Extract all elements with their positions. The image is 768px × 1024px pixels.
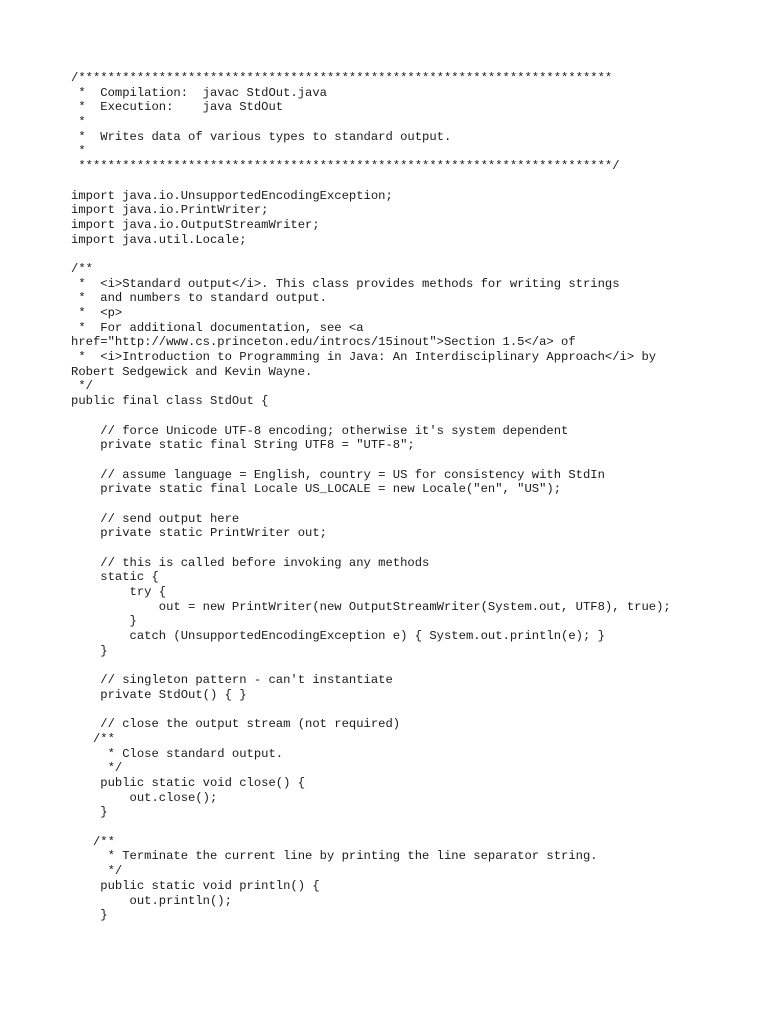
code-line: * For additional documentation, see <a — [71, 320, 364, 335]
code-line — [71, 247, 761, 262]
code-line: /** — [71, 731, 115, 746]
code-line: /** — [71, 834, 115, 849]
code-line: * Writes data of various types to standard output. — [71, 129, 452, 144]
code-line: out.close(); — [71, 790, 218, 805]
code-line: import java.io.PrintWriter; — [71, 203, 269, 218]
code-line: // assume language = English, country = US for consistency with StdIn — [71, 467, 605, 482]
code-line: * Close standard output. — [71, 746, 284, 761]
code-line: private static PrintWriter out; — [71, 526, 327, 541]
code-line — [71, 497, 761, 512]
code-line: */ — [71, 379, 93, 394]
code-line: *************************************************************************/ — [71, 159, 620, 174]
code-line: * and numbers to standard output. — [71, 291, 327, 306]
code-line: * — [71, 144, 86, 159]
code-line: try { — [71, 585, 167, 600]
code-line: * Compilation: javac StdOut.java — [71, 85, 327, 100]
code-line: import java.io.OutputStreamWriter; — [71, 217, 320, 232]
code-line — [71, 659, 761, 674]
code-line — [71, 174, 761, 189]
code-line: private static final String UTF8 = "UTF-8"; — [71, 438, 415, 453]
code-line: // this is called before invoking any methods — [71, 555, 430, 570]
code-line: href="http://www.cs.princeton.edu/introcs/15inout">Section 1.5</a> of — [71, 335, 576, 350]
code-line: } — [71, 908, 108, 923]
code-line: * <i>Standard output</i>. This class provides methods for writing strings — [71, 276, 620, 291]
code-line: // send output here — [71, 511, 240, 526]
code-line: * Execution: java StdOut — [71, 100, 284, 115]
code-line — [71, 820, 761, 835]
code-line: * <i>Introduction to Programming in Java: An Interdisciplinary Approach</i> by — [71, 350, 657, 365]
code-line: out.println(); — [71, 893, 232, 908]
code-line — [71, 453, 761, 468]
code-line: private static final Locale US_LOCALE = new Locale("en", "US"); — [71, 482, 562, 497]
code-line: public static void println() { — [71, 878, 320, 893]
code-line: */ — [71, 761, 123, 776]
source-code-document — [71, 71, 761, 923]
code-line: Robert Sedgewick and Kevin Wayne. — [71, 364, 313, 379]
code-line: } — [71, 614, 137, 629]
code-line: * <p> — [71, 306, 123, 320]
code-line — [71, 409, 761, 424]
code-line: * Terminate the current line by printing the line separator string. — [71, 849, 598, 864]
code-line: static { — [71, 570, 159, 585]
code-line: // force Unicode UTF-8 encoding; otherwise it's system dependent — [71, 423, 569, 438]
code-line — [71, 703, 761, 718]
code-line: * — [71, 115, 86, 130]
code-line: out = new PrintWriter(new OutputStreamWriter(System.out, UTF8), true); — [71, 599, 671, 614]
code-line: // close the output stream (not required) — [71, 717, 401, 732]
code-line: */ — [71, 864, 123, 879]
code-line: private StdOut() { } — [71, 687, 247, 702]
code-line: public final class StdOut { — [71, 394, 269, 409]
code-line: // singleton pattern - can't instantiate — [71, 673, 393, 688]
code-line: /************************************************************************* — [71, 71, 613, 85]
code-line: public static void close() { — [71, 776, 306, 790]
code-line: } — [71, 643, 108, 658]
code-line: import java.io.UnsupportedEncodingException; — [71, 188, 393, 203]
code-line: } — [71, 805, 108, 820]
code-line: catch (UnsupportedEncodingException e) { System.out.println(e); } — [71, 629, 605, 644]
code-line: import java.util.Locale; — [71, 232, 247, 247]
code-line: /** — [71, 261, 93, 276]
code-line — [71, 541, 761, 556]
